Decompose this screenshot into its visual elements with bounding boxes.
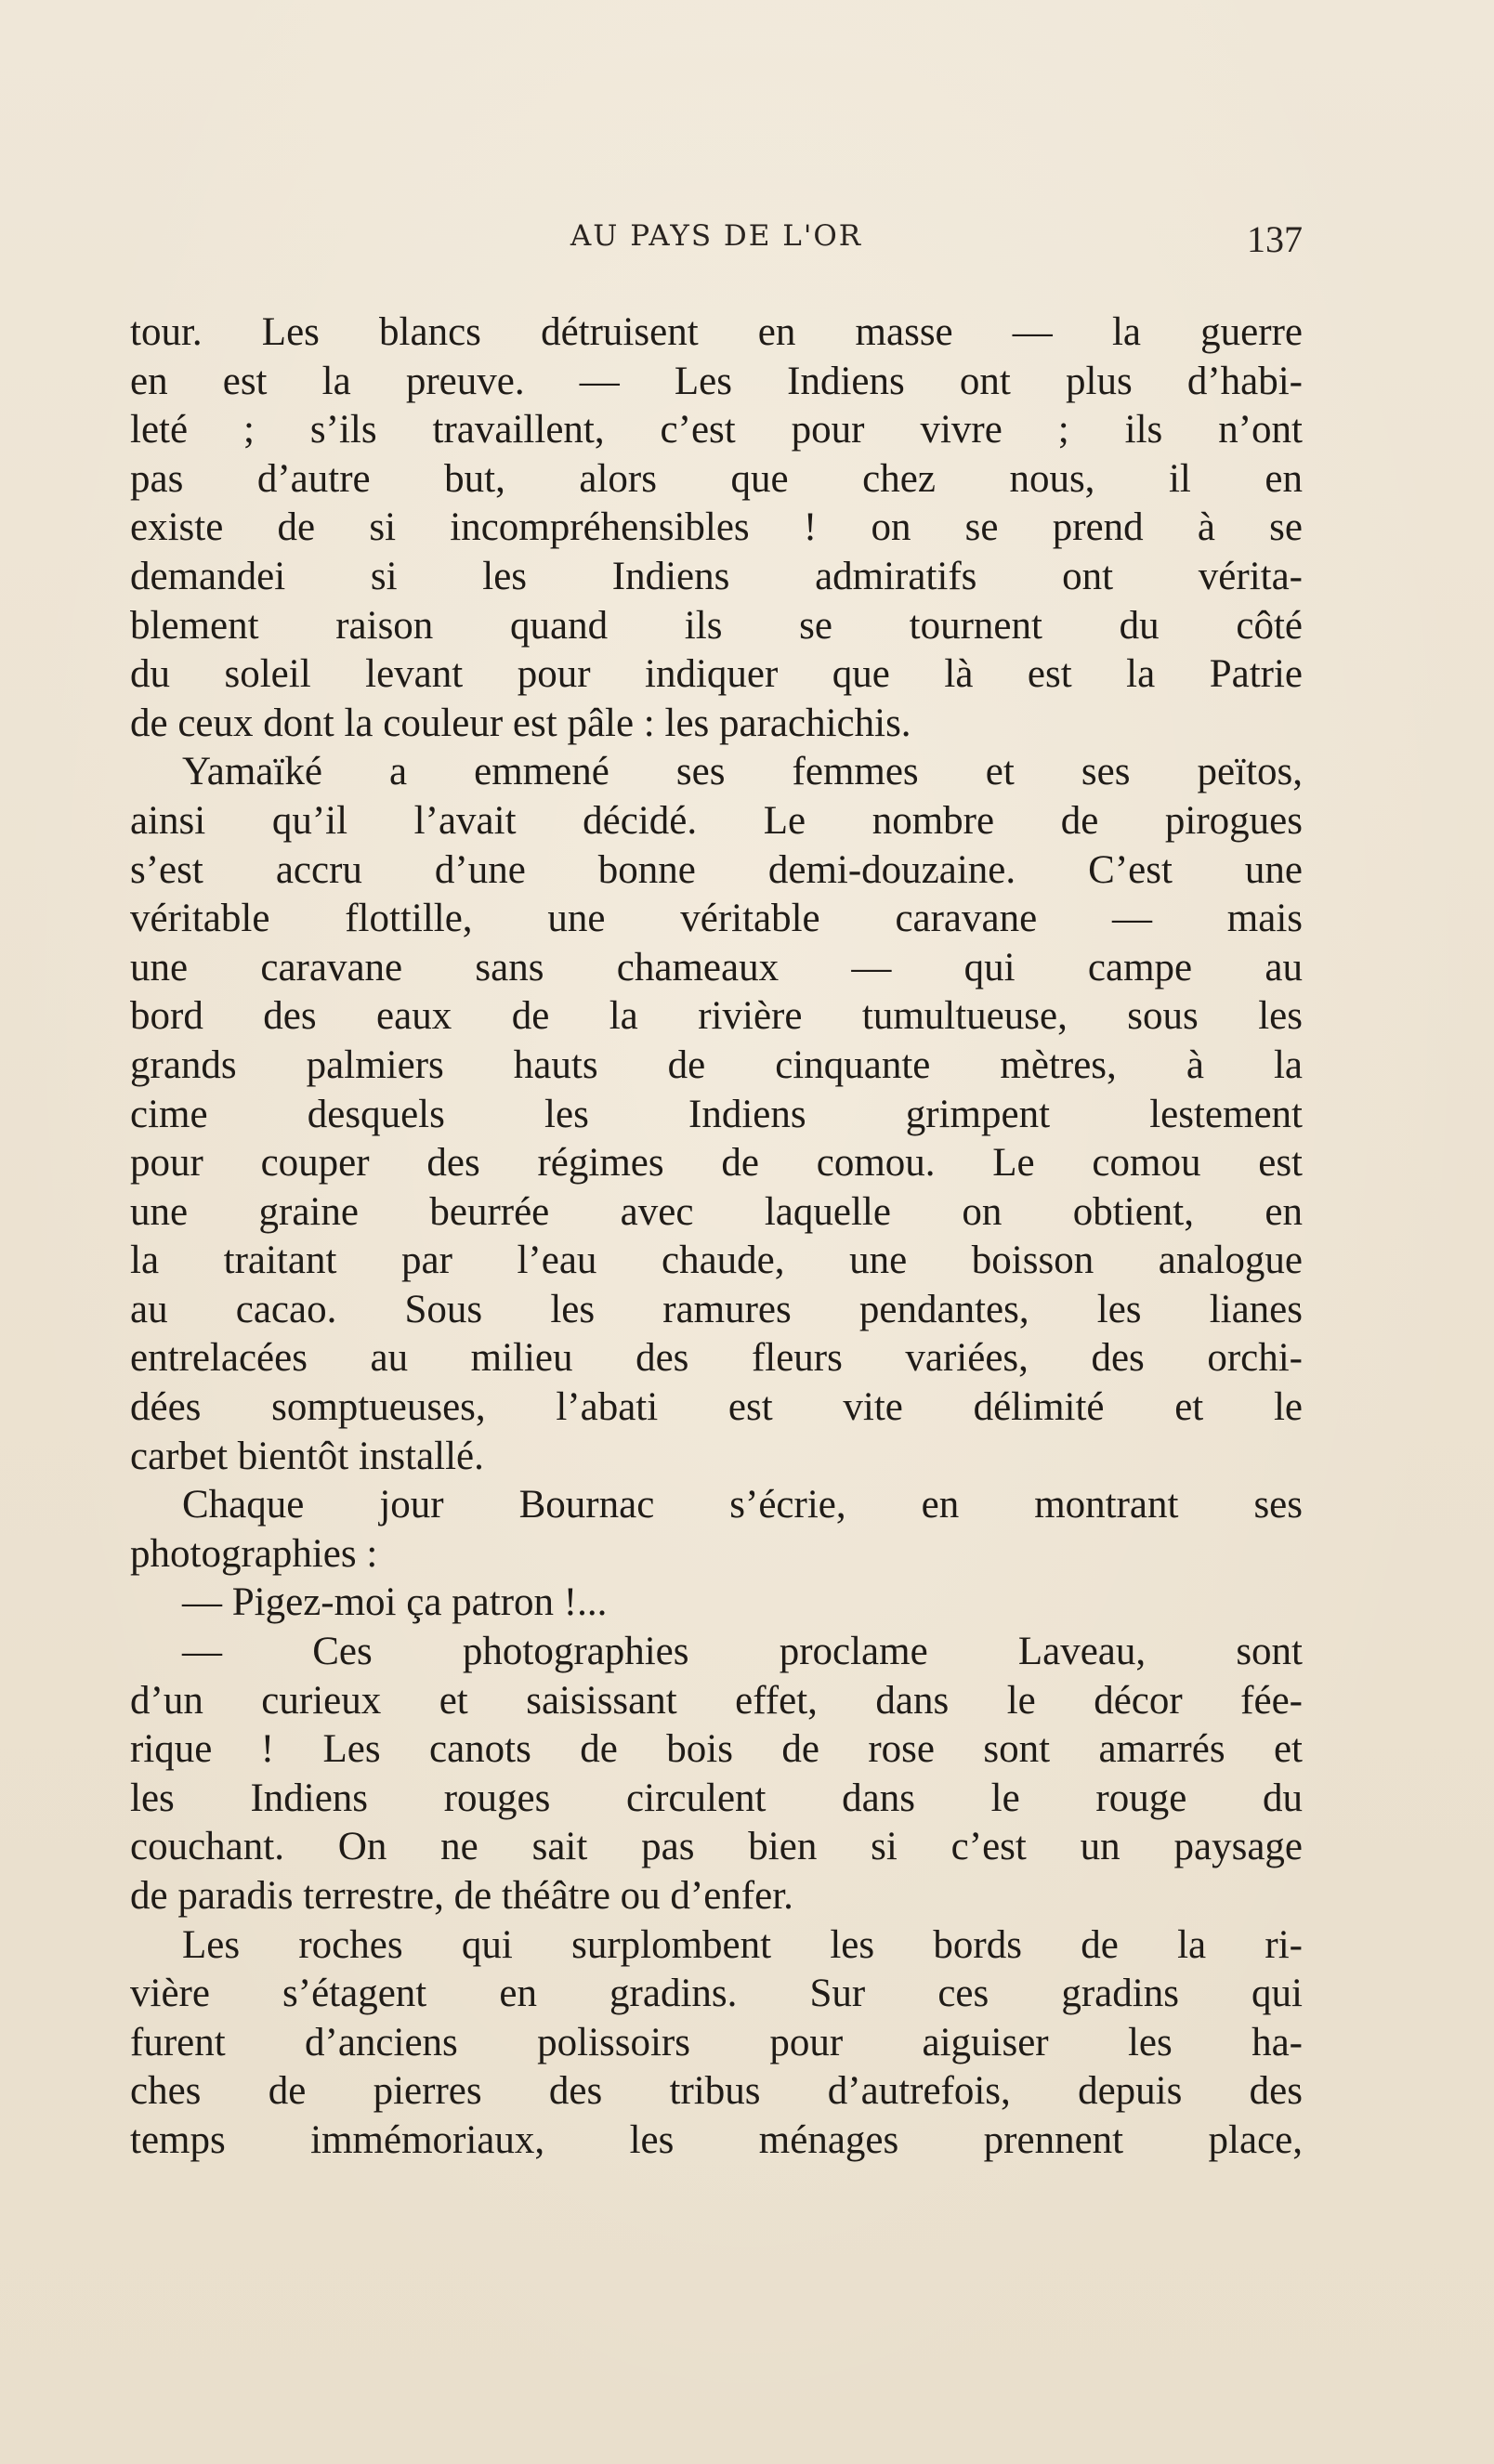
text-line: s’est accru d’une bonne demi-douzaine. C’est une: [130, 847, 1303, 892]
text-line: demandei si les Indiens admiratifs ont vérita-: [130, 554, 1303, 598]
text-line: une caravane sans chameaux — qui campe au: [130, 945, 1303, 990]
text-line: — Ces photographies proclame Laveau, sont: [182, 1630, 1303, 1674]
text-line: existe de si incompréhensibles ! on se prend à se: [130, 505, 1303, 550]
text-line: temps immémoriaux, les ménages prennent place,: [130, 2117, 1303, 2162]
text-line: tour. Les blancs détruisent en masse — la guerre: [130, 310, 1303, 354]
text-line: véritable flottille, une véritable caravane — mais: [130, 897, 1303, 941]
text-line: pour couper des régimes de comou. Le comou est: [130, 1141, 1303, 1186]
text-line: rique ! Les canots de bois de rose sont amarrés et: [130, 1727, 1303, 1772]
page-header: [130, 219, 1303, 266]
text-line: Chaque jour Bournac s’écrie, en montrant ses: [182, 1483, 1303, 1527]
text-line: du soleil levant pour indiquer que là est la Patrie: [130, 652, 1303, 697]
text-line: de ceux dont la couleur est pâle : les parachichis.: [130, 701, 911, 745]
text-line: Yamaïké a emmené ses femmes et ses peïtos,: [182, 750, 1303, 794]
text-line: couchant. On ne sait pas bien si c’est un paysage: [130, 1825, 1303, 1869]
text-line: leté ; s’ils travaillent, c’est pour vivre ; ils n’ont: [130, 408, 1303, 452]
text-line: ainsi qu’il l’avait décidé. Le nombre de pirogues: [130, 798, 1303, 843]
text-line: bord des eaux de la rivière tumultueuse, sous les: [130, 994, 1303, 1039]
text-line: au cacao. Sous les ramures pendantes, les lianes: [130, 1287, 1303, 1331]
text-line: la traitant par l’eau chaude, une boisson analogue: [130, 1239, 1303, 1283]
text-line: Les roches qui surplombent les bords de la ri-: [182, 1922, 1303, 1967]
text-line: entrelacées au milieu des fleurs variées, des orchi-: [130, 1336, 1303, 1381]
text-line: ches de pierres des tribus d’autrefois, depuis des: [130, 2069, 1303, 2114]
text-line: de paradis terrestre, de théâtre ou d’enfer.: [130, 1874, 793, 1918]
text-line: une graine beurrée avec laquelle on obtient, en: [130, 1189, 1303, 1234]
text-line: pas d’autre but, alors que chez nous, il en: [130, 456, 1303, 501]
text-line: les Indiens rouges circulent dans le rouge du: [130, 1776, 1303, 1820]
text-line: dées somptueuses, l’abati est vite délimité et le: [130, 1385, 1303, 1430]
text-line: d’un curieux et saisissant effet, dans le décor fée-: [130, 1678, 1303, 1723]
text-line: blement raison quand ils se tournent du côté: [130, 603, 1303, 648]
text-line: — Pigez-moi ça patron !...: [182, 1580, 608, 1625]
text-line: grands palmiers hauts de cinquante mètres, à la: [130, 1042, 1303, 1087]
text-line: carbet bientôt installé.: [130, 1434, 484, 1478]
body-text: [130, 308, 1303, 2185]
text-line: cime desquels les Indiens grimpent lestement: [130, 1092, 1303, 1136]
page-number: 137: [1247, 218, 1303, 260]
text-line: furent d’anciens polissoirs pour aiguiser les ha-: [130, 2020, 1303, 2064]
running-title: AU PAYS DE L'OR: [570, 219, 863, 253]
text-line: en est la preuve. — Les Indiens ont plus d’habi-: [130, 359, 1303, 403]
text-line: vière s’étagent en gradins. Sur ces gradins qui: [130, 1972, 1303, 2016]
text-line: photographies :: [130, 1531, 378, 1576]
